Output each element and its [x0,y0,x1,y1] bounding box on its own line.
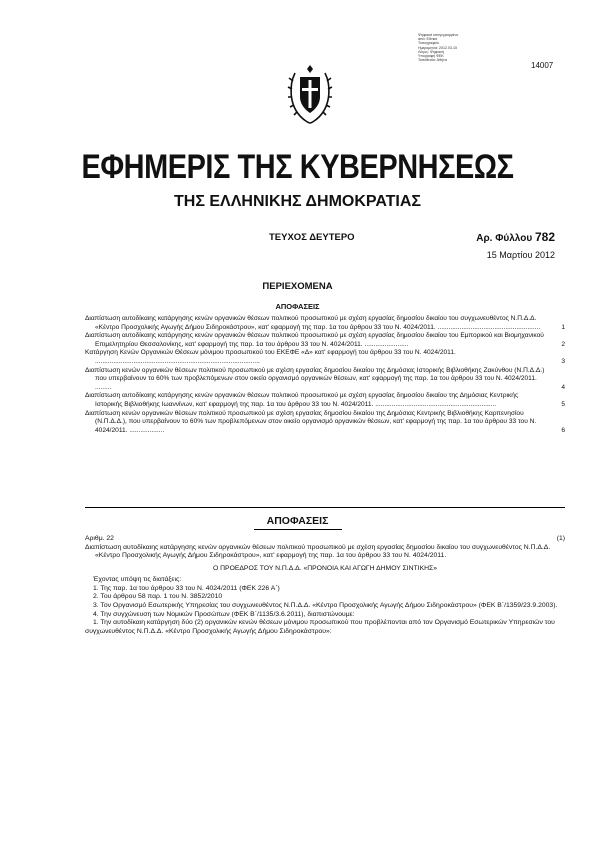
contents-section: ΑΠΟΦΑΣΕΙΣ [275,302,320,311]
decision-marker: (1) [556,535,565,542]
toc-item-text: Διαπίστωση αυτοδίκαιης κατάργησης κενών οργανικών θέσεων πολιτικού προσωπικού με σχέση εργασίας δημοσίου δικαίου του συγχωνευθέντος Ν.Π.Δ.Δ. «Κέντρο Προσχολικής Αγωγής Δήμου Σιδηροκάστρου», κατ' εφαρμογή της παρ. 1α του άρθρου 33 του Ν. 4024/2011. ........................................................ [85,315,541,331]
toc-item-text: Διαπίστωση κενών οργανικών θέσεων πολιτικού προσωπικού με σχέση εργασίας δημοσίου δικαίου της Δημόσιας Κεντρικής Βιβλιοθήκης Καρπενησίου (Ν.Π.Δ.Δ.), που υπερβαίνουν το 60% των προβλεπόμενων στον οικείο οργανισμό οργανικών θέσεων, κατ' εφαρμογή της παρ. 1α του άρθρου 33 του Ν. 4024/2011. ................... [85,409,537,434]
sheet-number-value: 782 [534,230,555,244]
toc-item-text: Διαπίστωση αυτοδίκαιης κατάργησης κενών οργανικών θέσεων πολιτικού προσωπικού με σχέση εργασίας δημοσίου δικαίου του Εμπορικού και Βιομηχανικού Επιμελητηρίου Θεσσαλονίκης, κατ' εφαρμογή της παρ. 1α του άρθρου 33 του Ν. 4024/2011. ........................ [85,332,544,348]
toc-item[interactable] [85,392,565,409]
decisions-title: ΑΠΟΦΑΣΕΙΣ [266,515,329,527]
toc-item-text: Διαπίστωση κενών οργανικών θέσεων πολιτικού προσωπικού με σχέση εργασίας δημοσίου δικαίου της Δημόσιας Ιστορικής Βιβλιοθήκης Ζακύνθου (Ν.Π.Δ.Δ.) που υπερβαίνουν το 60% των προβλεπόμενων στον οικείο οργανισμό οργανικών θέσεων, κατ' εφαρμογή της παρ. 1α του άρθρου 33 του Ν. 4024/2011. ......... [85,366,545,391]
stamp-line: Τυπογραφείο [418,41,439,46]
provision-item: 2. Του άρθρου 58 παρ. 1 του Ν. 3852/2010 [93,593,223,601]
toc-item[interactable] [85,367,565,393]
toc-item[interactable] [85,349,565,366]
sheet-number [476,230,555,244]
toc-item[interactable] [85,315,565,332]
issue-series: ΤΕΥΧΟΣ ΔΕΥΤΕΡΟ [269,232,355,243]
decision-number-row [85,535,565,544]
issue-date: 15 Μαρτίου 2012 [486,250,555,260]
gazette-title: ΕΦΗΜΕΡΙΣ ΤΗΣ ΚΥΒΕΡΝΗΣΕΩΣ [81,148,514,186]
gazette-subtitle: ΤΗΣ ΕΛΛΗΝΙΚΗΣ ΔΗΜΟΚΡΑΤΙΑΣ [174,193,421,210]
toc-item[interactable] [85,410,565,436]
toc-item-page: 3 [561,357,565,365]
toc-item[interactable] [85,332,565,349]
provision-item: 1. Της παρ. 1α του άρθρου 33 του Ν. 4024/2011 (ΦΕΚ 226 Α΄) [93,584,280,592]
stamp-line: από: Εθνικό [418,37,438,42]
decision-finding: 1. Την αυτοδίκαιη κατάργηση δύο (2) οργανικών κενών θέσεων μόνιμου προσωπικού που προβλέπονται από τον Οργανισμό Εσωτερικών Υπηρεσιών του συγχωνευθέντος Ν.Π.Δ.Δ. «Κέντρο Προσχολικής Αγωγής Δήμου Σιδηροκάστρου»: [85,619,555,636]
decisions-title-underline [254,529,342,530]
decision-body [85,535,565,637]
page-number: 14007 [531,61,554,70]
contents-title: ΠΕΡΙΕΧΟΜΕΝΑ [262,281,333,292]
decision-number: Αριθμ. 22 [85,535,114,542]
table-of-contents [85,315,565,435]
stamp-line: Υπογραφή ΦΕΚ [418,54,444,59]
toc-item-text: Διαπίστωση αυτοδίκαιης κατάργησης κενών οργανικών θέσεων πολιτικού προσωπικού με σχέση εργασίας δημοσίου δικαίου της Δημόσιας Κεντρικής Ιστορικής Βιβλιοθήκης Ιωαννίνων, κατ' εφαρμογή της παρ. 1α του άρθρου 33 του Ν. 4024/2011. .................................................................. [85,392,519,408]
decision-heading: Διαπίστωση αυτοδίκαιης κατάργησης κενών οργανικών θέσεων πολιτικού προσωπικού με σχέση εργασίας δημοσίου δικαίου του συγχωνευθέντος Ν.Π.Δ.Δ. «Κέντρο Προσχολικής Αγωγής Δήμου Σιδηροκάστρου», κατ' εφαρμογή της παρ. 1α του άρθρου 33 του Ν. 4024/2011. [85,543,551,560]
decision-intro: Έχοντας υπόψη τις διατάξεις: [93,575,182,583]
provision-item: 3. Τον Οργανισμό Εσωτερικής Υπηρεσίας του συγχωνευθέντος Ν.Π.Δ.Δ. «Κέντρο Προσχολικής Αγωγής Δήμου Σιδηροκάστρου» (ΦΕΚ Β΄/1359/23.9.2003). [93,601,558,609]
stamp-line: Λόγος: Ψηφιακή [418,49,444,54]
section-divider [85,507,565,508]
toc-item-text: Κατάργηση Κενών Οργανικών Θέσεων μόνιμου προσωπικού του ΕΚΕΦΕ «Δ» κατ' εφαρμογή του άρθρου 33 του Ν. 4024/2011. .......................................................................................... [85,349,456,365]
digital-signature-stamp [418,33,488,62]
coat-of-arms-icon [287,63,333,125]
decision-authority: Ο ΠΡΟΕΔΡΟΣ ΤΟΥ Ν.Π.Δ.Δ. «ΠΡΟΝΟΙΑ ΚΑΙ ΑΓΩΓΗ ΔΗΜΟΥ ΣΙΝΤΙΚΗΣ» [212,565,438,573]
toc-item-page: 6 [561,426,565,434]
sheet-label: Αρ. Φύλλου [476,233,533,244]
provision-item: 4. Την συγχώνευση των Νομικών Προσώπων (ΦΕΚ Β΄/1135/3.6.2011), διαπιστώνουμε: [93,610,355,618]
toc-item-page: 5 [561,400,565,408]
toc-item-page: 1 [561,323,565,331]
stamp-line: Τοποθεσία: Αθήνα [418,58,447,63]
toc-item-page: 4 [561,383,565,391]
toc-item-page: 2 [561,340,565,348]
stamp-line: Ψηφιακά υπογεγραμμένο [418,33,459,37]
stamp-line: Ημερομηνία: 2012.03.15 [418,45,458,50]
